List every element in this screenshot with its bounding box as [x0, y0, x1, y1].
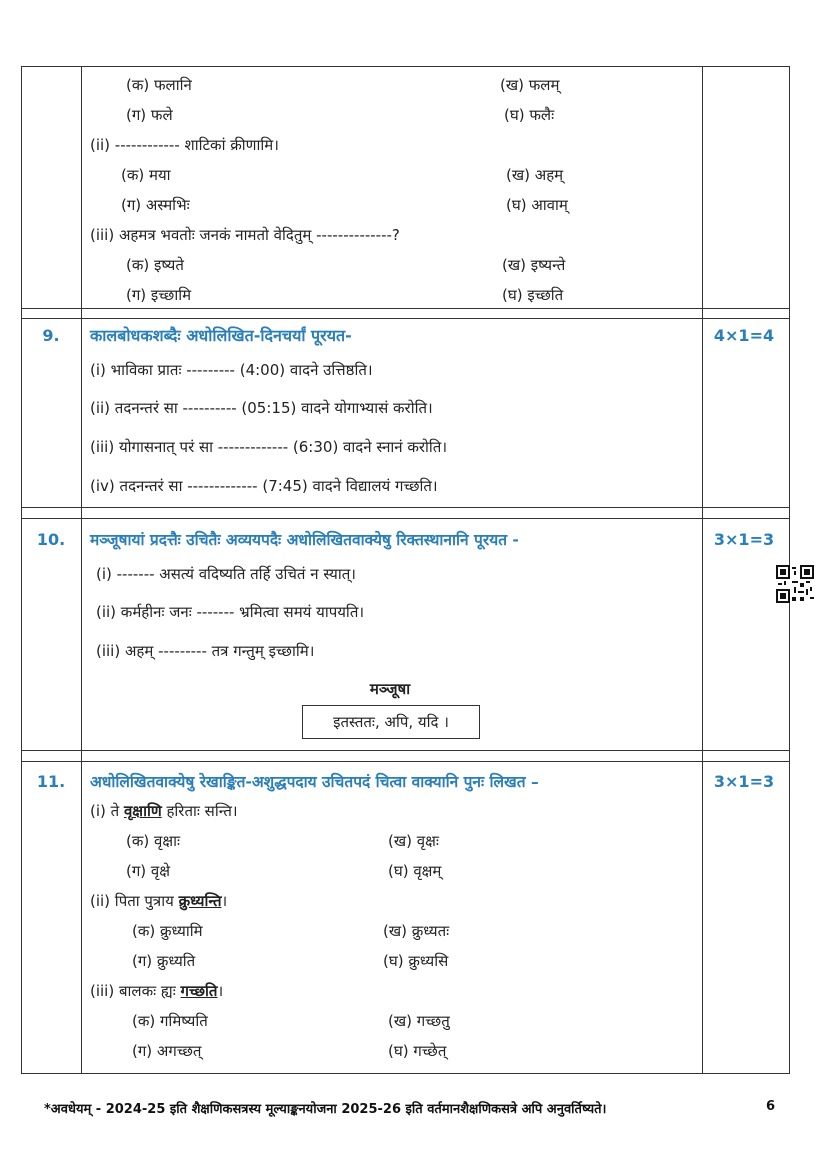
option-kha: (ख) क्रुध्यतः: [383, 922, 450, 940]
row-sep: [21, 518, 790, 519]
question-iii: (iii) अहमत्र भवतोः जनकं नामतो वेदितुम् --------------?: [90, 226, 400, 244]
marks: 4×1=4: [713, 326, 775, 345]
option-ka: (क) इष्यते: [126, 256, 184, 274]
word-box: [302, 705, 480, 739]
option-ka: (क) मया: [121, 166, 171, 184]
blank-line: (iii) योगासनात् परं सा ------------- (6:30) वादने स्नानं करोति।: [90, 438, 448, 456]
option-ka: (क) गमिष्यति: [132, 1012, 208, 1030]
question-number: 11.: [36, 772, 66, 791]
option-gha: (घ) गच्छेत्: [388, 1042, 447, 1060]
question-heading: मञ्जूषायां प्रदत्तैः उचितैः अव्ययपदैः अधोलिखितवाक्येषु रिक्तस्थानानि पूरयत -: [90, 531, 519, 549]
sentence-text: (ii) पिता पुत्राय: [90, 892, 179, 910]
option-ka: (क) फलानि: [126, 76, 192, 94]
page-number: 6: [766, 1099, 776, 1114]
option-kha: (ख) गच्छतु: [388, 1012, 450, 1030]
question-heading: अधोलिखितवाक्येषु रेखाङ्कित-अशुद्धपदाय उचितपदं चित्वा वाक्यानि पुनः लिखत –: [90, 773, 539, 791]
blank-line: (iv) तदनन्तरं सा ------------- (7:45) वादने विद्यालयं गच्छति।: [90, 477, 438, 495]
row-sep: [21, 750, 790, 751]
marks: 3×1=3: [713, 772, 775, 791]
underlined-word: क्रुध्यन्ति: [178, 892, 222, 910]
blank-line: (ii) कर्महीनः जनः ------- भ्रमित्वा समयं यापयति।: [96, 603, 365, 621]
row-sep: [21, 308, 790, 309]
option-ga: (ग) अगच्छत्: [132, 1042, 202, 1060]
row-sep: [21, 507, 790, 508]
table-top: [21, 66, 790, 67]
blank-line: (iii) अहम् --------- तत्र गन्तुम् इच्छामि।: [96, 642, 315, 660]
option-ga: (ग) इच्छामि: [126, 286, 192, 304]
option-gha: (घ) फलैः: [504, 106, 555, 124]
option-ga: (ग) वृक्षे: [126, 862, 171, 880]
footer-note: *अवधेयम् - 2024-25 इति शैक्षणिकसत्रस्य मूल्याङ्कनयोजना 2025-26 इति वर्तमानशैक्षणिकसत्रे अपि अनुवर्तिष्यते।: [44, 1102, 607, 1117]
question-number: 9.: [42, 326, 60, 345]
sentence-text: ।: [217, 982, 224, 1000]
blank-line: (i) ------- असत्यं वदिष्यति तर्हि उचितं न स्यात्।: [96, 565, 356, 583]
question-number: 10.: [36, 530, 66, 549]
blank-line: (ii) तदनन्तरं सा ---------- (05:15) वादने योगाभ्यासं करोति।: [90, 399, 433, 417]
option-ka: (क) वृक्षाः: [126, 832, 181, 850]
word-box-title: मञ्जूषा: [369, 680, 411, 698]
option-gha: (घ) क्रुध्यसि: [383, 952, 449, 970]
question-ii: (ii) ------------ शाटिकां क्रीणामि।: [90, 136, 279, 154]
sentence-text: ।: [221, 892, 228, 910]
blank-line: (i) भाविका प्रातः --------- (4:00) वादने उत्तिष्ठति।: [90, 361, 373, 379]
option-kha: (ख) अहम्: [506, 166, 564, 184]
option-gha: (घ) वृक्षम्: [388, 862, 442, 880]
row-sep: [21, 761, 790, 762]
underlined-word: वृक्षाणि: [123, 802, 162, 820]
sentence-i: [90, 801, 238, 821]
sentence-text: (iii) बालकः ह्यः: [90, 982, 181, 1000]
qr-code-icon: [776, 565, 814, 603]
sentence-iii: [90, 981, 223, 1001]
option-ga: (ग) क्रुध्यति: [132, 952, 196, 970]
row-sep: [21, 318, 790, 319]
option-ga: (ग) फले: [126, 106, 173, 124]
option-gha: (घ) इच्छति: [502, 286, 564, 304]
sentence-text: (i) ते: [90, 802, 124, 820]
marks: 3×1=3: [713, 530, 775, 549]
underlined-word: गच्छति: [180, 982, 218, 1000]
word-box-words: इतस्ततः, अपि, यदि ।: [333, 713, 449, 731]
table-bottom: [21, 1073, 790, 1074]
table-border-left: [21, 66, 22, 1074]
table-border-col2: [702, 66, 703, 1074]
sentence-text: हरिताः सन्ति।: [161, 802, 238, 820]
question-heading: कालबोधकशब्दैः अधोलिखित-दिनचर्यां पूरयत-: [90, 326, 352, 345]
option-kha: (ख) फलम्: [500, 76, 560, 94]
sentence-ii: [90, 891, 227, 911]
option-kha: (ख) इष्यन्ते: [502, 256, 566, 274]
option-ga: (ग) अस्मभिः: [121, 196, 190, 214]
option-ka: (क) क्रुध्यामि: [132, 922, 203, 940]
table-border-col1: [81, 66, 82, 1074]
option-kha: (ख) वृक्षः: [388, 832, 439, 850]
option-gha: (घ) आवाम्: [506, 196, 568, 214]
